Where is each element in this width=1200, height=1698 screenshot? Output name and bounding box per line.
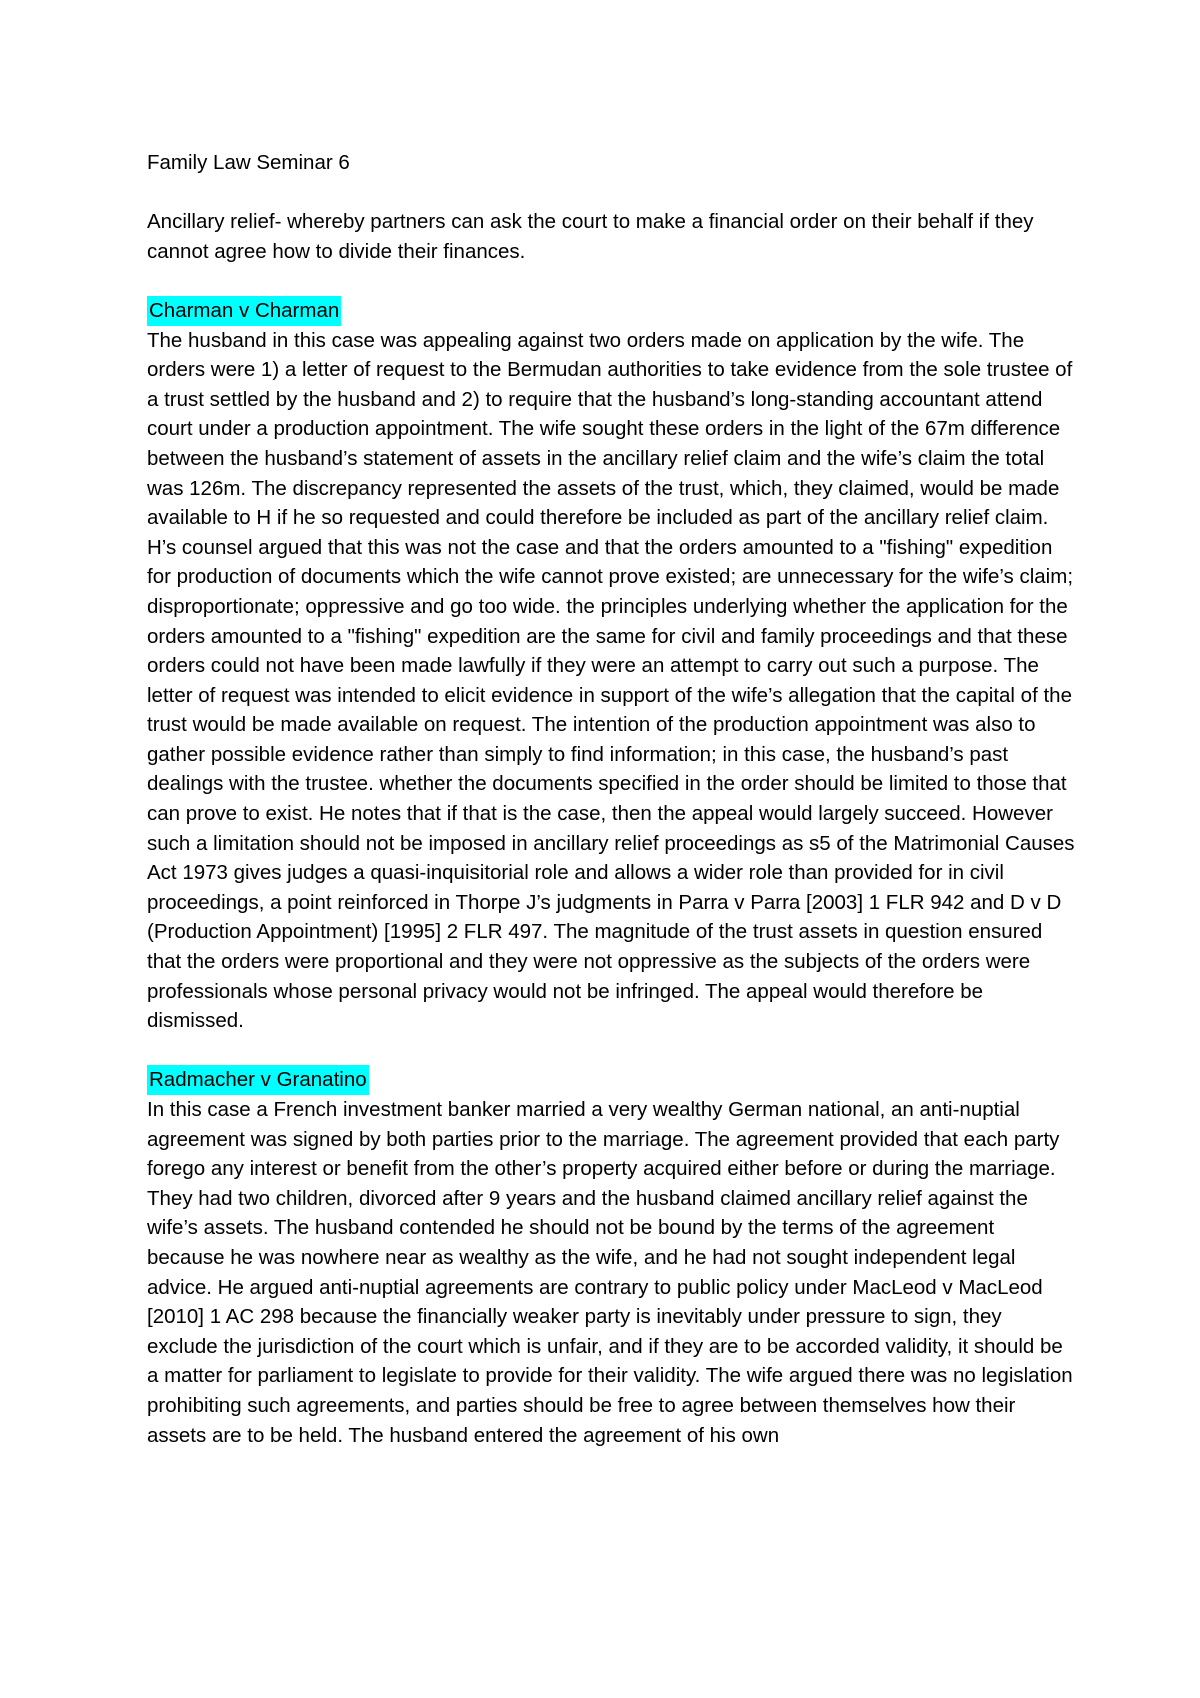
case-section-radmacher	[147, 1065, 1077, 1450]
case-heading-radmacher: Radmacher v Granatino	[147, 1065, 369, 1095]
intro-paragraph: Ancillary relief- whereby partners can ask the court to make a financial order on their behalf if they cannot agree how to divide their finances.	[147, 210, 1034, 263]
case-body-charman: The husband in this case was appealing against two orders made on application by the wife. The orders were 1) a letter of request to the Bermudan authorities to take evidence from the sole trustee of a trust settled by the husband and 2) to require that the husband’s long-standing accountant attend court under a production appointment. The wife sought these orders in the light of the 67m difference between the husband’s statement of assets in the ancillary relief claim and the wife’s claim the total was 126m. The discrepancy represented the assets of the trust, which, they claimed, would be made available to H if he so requested and could therefore be included as part of the ancillary relief claim. H’s counsel argued that this was not the case and that the orders amounted to a "fishing" expedition for production of documents which the wife cannot prove existed; are unnecessary for the wife’s claim; disproportionate; oppressive and go too wide. the principles underlying whether the application for the orders amounted to a "fishing" expedition are the same for civil and family proceedings and that these orders could not have been made lawfully if they were an attempt to carry out such a purpose. The letter of request was intended to elicit evidence in support of the wife’s allegation that the capital of the trust would be made available on request. The intention of the production appointment was also to gather possible evidence rather than simply to find information; in this case, the husband’s past dealings with the trustee. whether the documents specified in the order should be limited to those that can prove to exist. He notes that if that is the case, then the appeal would largely succeed. However such a limitation should not be imposed in ancillary relief proceedings as s5 of the Matrimonial Causes Act 1973 gives judges a quasi-inquisitorial role and allows a wider role than provided for in civil proceedings, a point reinforced in Thorpe J’s judgments in Parra v Parra [2003] 1 FLR 942 and D v D (Production Appointment) [1995] 2 FLR 497. The magnitude of the trust assets in question ensured that the orders were proportional and they were not oppressive as the subjects of the orders were professionals whose personal privacy would not be infringed. The appeal would therefore be dismissed.	[147, 328, 1075, 1033]
case-body-radmacher: In this case a French investment banker married a very wealthy German national, an anti-nuptial agreement was signed by both parties prior to the marriage. The agreement provided that each party forego any interest or benefit from the other’s property acquired either before or during the marriage. They had two children, divorced after 9 years and the husband claimed ancillary relief against the wife’s assets. The husband contended he should not be bound by the terms of the agreement because he was nowhere near as wealthy as the wife, and he had not sought independent legal advice. He argued anti-nuptial agreements are contrary to public policy under MacLeod v MacLeod [2010] 1 AC 298 because the financially weaker party is inevitably under pressure to sign, they exclude the jurisdiction of the court which is unfair, and if they are to be accorded validity, it should be a matter for parliament to legislate to provide for their validity. The wife argued there was no legislation prohibiting such agreements, and parties should be free to agree between themselves how their assets are to be held. The husband entered the agreement of his own	[147, 1098, 1073, 1447]
case-section-charman	[147, 296, 1077, 1036]
case-heading-charman: Charman v Charman	[147, 296, 341, 326]
document-title: Family Law Seminar 6	[147, 151, 350, 174]
document-page	[147, 148, 1077, 1480]
